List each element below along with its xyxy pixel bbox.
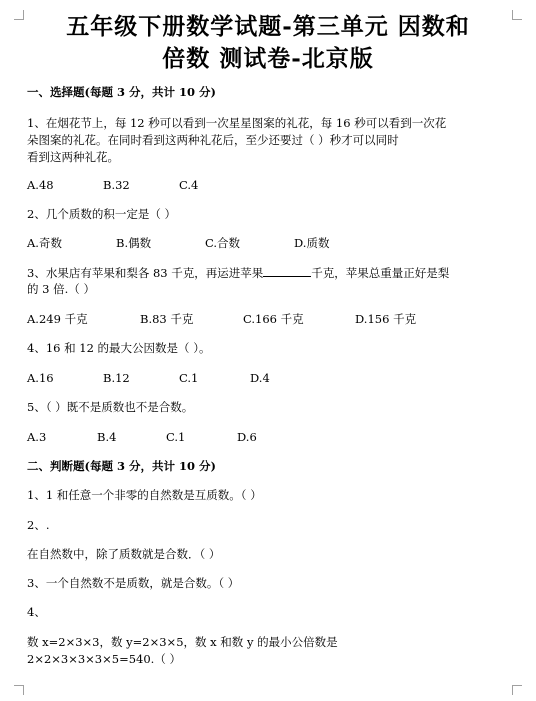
option-a: A.16 <box>27 371 54 385</box>
option-a: A.3 <box>27 430 47 444</box>
question-3-text: 的 3 倍.（ ） <box>27 282 95 296</box>
option-c: C.1 <box>166 430 186 444</box>
question-5-text: 5、（ ）既不是质数也不是合数。 <box>27 400 194 414</box>
option-d: D.质数 <box>294 236 330 250</box>
option-a: A.249 千克 <box>27 312 88 326</box>
question-3-text-end: 千克，苹果总重量正好是梨 <box>311 266 450 280</box>
section-heading-choice: 一、选择题(每题 3 分，共计 10 分) <box>27 85 216 99</box>
option-c: C.1 <box>179 371 199 385</box>
option-b: B.32 <box>103 178 130 192</box>
page-corner-mark <box>14 685 24 695</box>
option-c: C.166 千克 <box>243 312 304 326</box>
question-1-text: 朵图案的礼花。在同时看到这两种礼花后，至少还要过（ ）秒才可以同时 <box>27 133 399 147</box>
question-2-text: 2、几个质数的积一定是（ ） <box>27 207 176 221</box>
option-a: A.奇数 <box>27 236 62 250</box>
question-3-text <box>27 264 449 282</box>
question-1-text: 1、在烟花节上，每 12 秒可以看到一次星星图案的礼花，每 16 秒可以看到一次花 <box>27 116 447 130</box>
question-1-text: 看到这两种礼花。 <box>27 150 119 164</box>
option-d: D.4 <box>250 371 270 385</box>
option-c: C.4 <box>179 178 199 192</box>
question-3-text-start: 3、水果店有苹果和梨各 83 千克，再运进苹果 <box>27 266 264 280</box>
judgement-4-number: 4、 <box>27 605 46 619</box>
judgement-1-text: 1、1 和任意一个非零的自然数是互质数。（ ） <box>27 488 262 502</box>
option-d: D.156 千克 <box>355 312 417 326</box>
option-b: B.12 <box>103 371 130 385</box>
page-title: 五年级下册数学试题-第三单元 因数和 <box>66 13 470 40</box>
section-heading-judgement: 二、判断题(每题 3 分，共计 10 分) <box>27 459 216 473</box>
judgement-4-text: 2×2×3×3×3×5=540.（ ） <box>27 652 181 666</box>
option-d: D.6 <box>237 430 257 444</box>
judgement-4-text: 数 x=2×3×3，数 y=2×3×5，数 x 和数 y 的最小公倍数是 <box>27 635 338 649</box>
question-4-text: 4、16 和 12 的最大公因数是（ ）。 <box>27 341 211 355</box>
option-c: C.合数 <box>205 236 241 250</box>
option-b: B.4 <box>97 430 117 444</box>
option-a: A.48 <box>27 178 54 192</box>
judgement-2-text: 在自然数中，除了质数就是合数．（ ） <box>27 547 221 561</box>
judgement-3-text: 3、一个自然数不是质数，就是合数。（ ） <box>27 576 240 590</box>
page-title-line2: 倍数 测试卷-北京版 <box>162 45 374 72</box>
page-corner-mark <box>512 685 522 695</box>
option-b: B.偶数 <box>116 236 152 250</box>
option-b: B.83 千克 <box>140 312 194 326</box>
answer-blank[interactable] <box>263 264 311 277</box>
judgement-2-number: 2、. <box>27 518 50 532</box>
